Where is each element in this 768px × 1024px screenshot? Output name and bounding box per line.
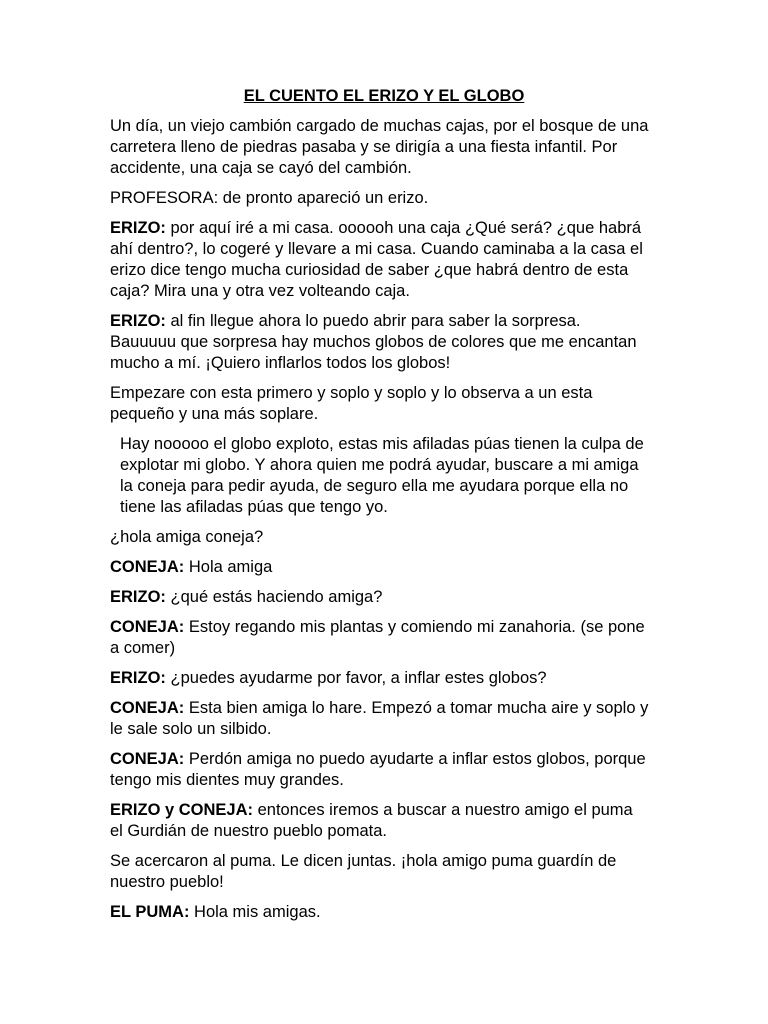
paragraph-text: Se acercaron al puma. Le dicen juntas. ¡hola amigo puma guardín de nuestro pueblo! (110, 852, 617, 891)
dialogue-text: Estoy regando mis plantas y comiendo mi zanahoria. (se pone a comer) (110, 618, 645, 657)
paragraph (110, 527, 650, 548)
paragraph-text: Empezare con esta primero y soplo y soplo y lo observa a un esta pequeño y una más soplare. (110, 384, 593, 423)
dialogue-line (110, 668, 650, 689)
paragraph (110, 188, 650, 209)
dialogue-text: Hola mis amigas. (189, 903, 321, 921)
document-body (110, 116, 650, 932)
dialogue-line (110, 218, 650, 302)
dialogue-text: al fin llegue ahora lo puedo abrir para saber la sorpresa. Bauuuuu que sorpresa hay muchos globos de colores que me encantan mucho a mí. ¡Quiero inflarlos todos los globos! (110, 312, 637, 372)
dialogue-text: por aquí iré a mi casa. oooooh una caja ¿Qué será? ¿que habrá ahí dentro?, lo cogeré y llevare a mi casa. Cuando caminaba a la casa el erizo dice tengo mucha curiosidad de saber ¿que habrá dentro de esta caja? Mira una y otra vez volteando caja. (110, 219, 643, 300)
dialogue-line (110, 698, 650, 740)
document-title: EL CUENTO EL ERIZO Y EL GLOBO (243, 87, 525, 105)
paragraph-text: Hay nooooo el globo exploto, estas mis afiladas púas tienen la culpa de explotar mi globo. Y ahora quien me podrá ayudar, buscare a mi amiga la coneja para pedir ayuda, de seguro ella me ayudara porque ella no tiene las afiladas púas que tengo yo. (120, 435, 644, 516)
speaker-label: CONEJA: (110, 750, 185, 768)
speaker-label: CONEJA: (110, 699, 185, 717)
dialogue-text: Perdón amiga no puedo ayudarte a inflar estos globos, porque tengo mis dientes muy grandes. (110, 750, 646, 789)
speaker-label: ERIZO y CONEJA: (110, 801, 254, 819)
paragraph (110, 116, 650, 179)
paragraph (110, 383, 650, 425)
dialogue-line (110, 587, 650, 608)
dialogue-text: ¿puedes ayudarme por favor, a inflar estes globos? (165, 669, 547, 687)
paragraph (110, 851, 650, 893)
paragraph-text: PROFESORA: de pronto apareció un erizo. (110, 189, 429, 207)
dialogue-line (110, 749, 650, 791)
speaker-label: ERIZO: (110, 312, 166, 330)
dialogue-line (110, 311, 650, 374)
speaker-label: EL PUMA: (110, 903, 190, 921)
dialogue-text: entonces iremos a buscar a nuestro amigo el puma el Gurdián de nuestro pueblo pomata. (110, 801, 633, 840)
speaker-label: CONEJA: (110, 618, 185, 636)
dialogue-line (110, 902, 650, 923)
paragraph-text: Un día, un viejo cambión cargado de muchas cajas, por el bosque de una carretera lleno de piedras pasaba y se dirigía a una fiesta infantil. Por accidente, una caja se cayó del cambión. (110, 117, 649, 177)
dialogue-text: ¿qué estás haciendo amiga? (165, 588, 383, 606)
speaker-label: ERIZO: (110, 588, 166, 606)
dialogue-line (110, 800, 650, 842)
dialogue-line (110, 617, 650, 659)
speaker-label: ERIZO: (110, 669, 166, 687)
dialogue-line (110, 557, 650, 578)
paragraph (110, 434, 650, 518)
speaker-label: ERIZO: (110, 219, 166, 237)
dialogue-text: Hola amiga (184, 558, 273, 576)
speaker-label: CONEJA: (110, 558, 185, 576)
dialogue-text: Esta bien amiga lo hare. Empezó a tomar mucha aire y soplo y le sale solo un silbido. (110, 699, 649, 738)
paragraph-text: ¿hola amiga coneja? (110, 528, 264, 546)
